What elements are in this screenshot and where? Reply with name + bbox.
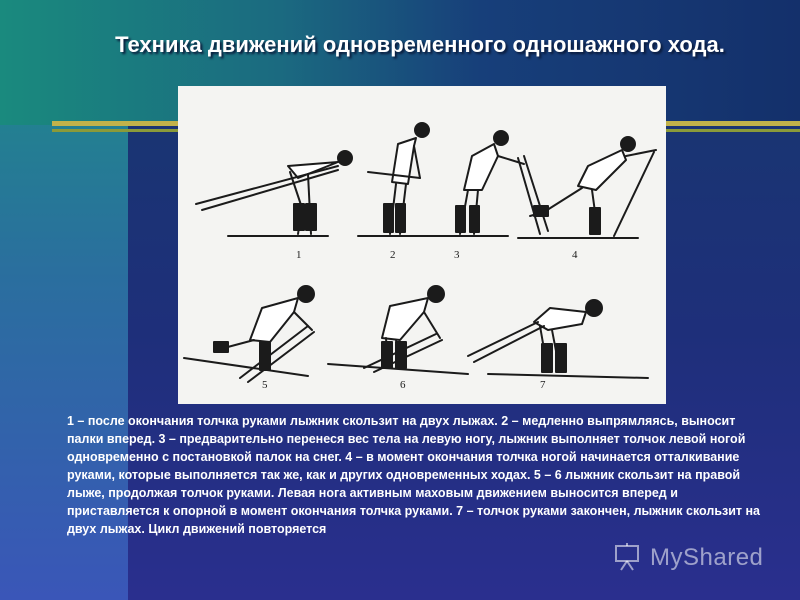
skier-frame-5: [214, 286, 314, 382]
watermark-text: MyShared: [650, 544, 764, 571]
slide-title: Техника движений одновременного одношажного хода.: [115, 32, 725, 57]
skier-frame-3: [456, 131, 548, 234]
skier-frame-1: [196, 151, 352, 234]
frame-number-4: 4: [572, 249, 578, 261]
frame-number-7: 7: [540, 379, 546, 391]
watermark: [612, 538, 782, 578]
ski-track-7: [488, 374, 648, 378]
skier-sequence-drawing: [178, 86, 666, 404]
frame-number-1: 1: [296, 249, 302, 261]
skier-frame-2: [368, 123, 429, 234]
frame-number-2: 2: [390, 249, 396, 261]
skier-frame-6: [364, 286, 444, 372]
presentation-board-icon: [612, 542, 642, 579]
skier-frame-4: [530, 137, 656, 236]
frame-number-6: 6: [400, 379, 406, 391]
skier-technique-figure: [178, 86, 666, 404]
frame-number-3: 3: [454, 249, 460, 261]
frame-number-5: 5: [262, 379, 268, 391]
skier-frame-7: [468, 300, 602, 372]
technique-description: 1 – после окончания толчка руками лыжник скользит на двух лыжах. 2 – медленно выпрямляясь, выносит палки вперед. 3 – предварительно перенеся вес тела на левую ногу, лыжник выполняет толчок левой ногой одновременно с постановкой палок на снег. 4 – в момент окончания толчка ногой начинается отталкивание руками, которые выполняется так же, как и других одновременных ходах. 5 – 6 лыжник скользит на правой лыже, продолжая толчок руками. Левая нога активным маховым движением выносится вперед и приставляется к опорной в момент окончания толчка руками. 7 – толчок руками закончен, лыжник скользит на двух лыжах. Цикл движений повторяется: [67, 414, 760, 536]
